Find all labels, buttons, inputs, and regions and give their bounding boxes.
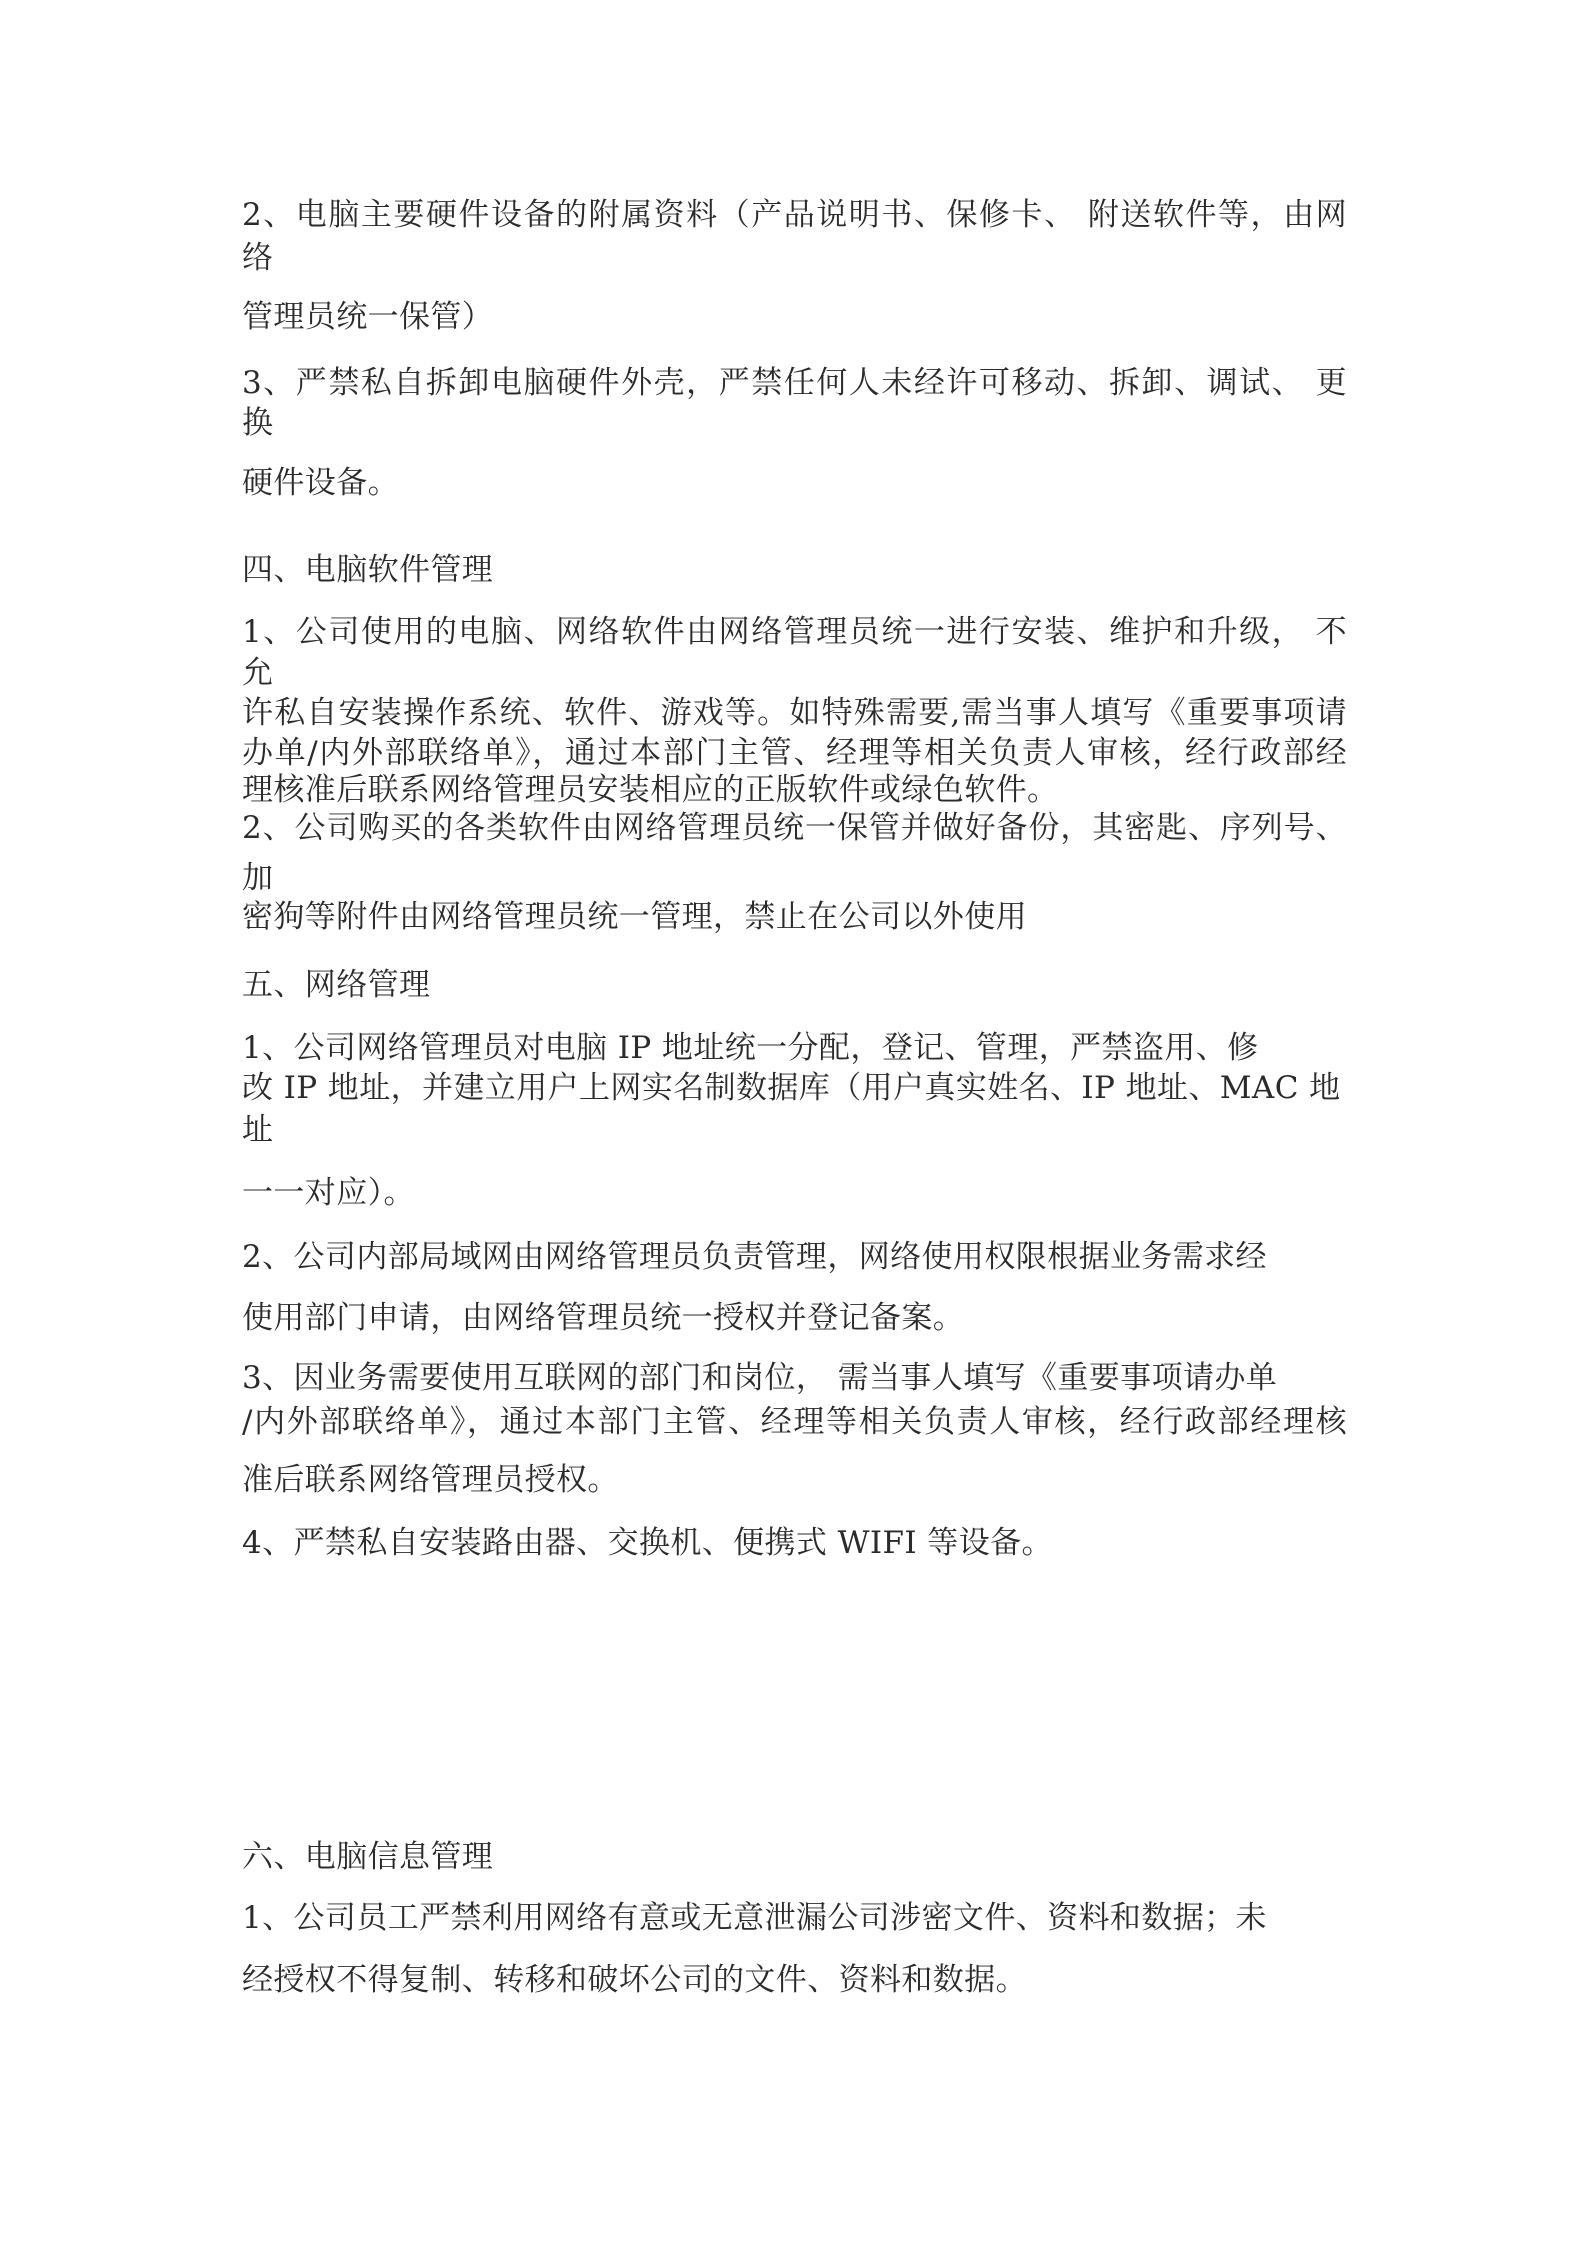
- section-heading-information: 六、电脑信息管理: [242, 1839, 494, 1875]
- hardware-item-3-line-3: 硬件设备。: [242, 465, 399, 501]
- network-item-4: 4、严禁私自安装路由器、交换机、便携式 WIFI 等设备。: [242, 1525, 1053, 1561]
- software-item-1-line-5: 理核准后联系网络管理员安装相应的正版软件或绿色软件。: [242, 772, 1059, 808]
- network-item-1-line-3: 址: [242, 1112, 274, 1148]
- software-item-2-line-2: 加: [242, 860, 274, 896]
- hardware-item-2-line-3: 管理员统一保管）: [242, 299, 494, 335]
- network-item-1-line-4: 一一对应）。: [242, 1175, 415, 1211]
- software-item-1-line-3: 许私自安装操作系统、软件、游戏等。如特殊需要,需当事人填写《重要事项请: [242, 695, 1347, 731]
- hardware-item-3-line-1: 3、严禁私自拆卸电脑硬件外壳，严禁任何人未经许可移动、拆卸、调试、 更: [242, 365, 1347, 401]
- hardware-item-2-line-2: 络: [242, 240, 274, 276]
- network-item-1-line-2: 改 IP 地址，并建立用户上网实名制数据库（用户真实姓名、IP 地址、MAC 地: [242, 1070, 1341, 1106]
- hardware-item-3-line-2: 换: [242, 405, 274, 441]
- network-item-3-line-1: 3、因业务需要使用互联网的部门和岗位， 需当事人填写《重要事项请办单: [242, 1360, 1278, 1396]
- network-item-3-line-3: 准后联系网络管理员授权。: [242, 1462, 619, 1498]
- hardware-item-2-line-1: 2、电脑主要硬件设备的附属资料（产品说明书、保修卡、 附送软件等，由网: [242, 197, 1347, 233]
- network-item-3-line-2: /内外部联络单》，通过本部门主管、经理等相关负责人审核，经行政部经理核: [242, 1404, 1347, 1440]
- software-item-1-line-2: 允: [242, 655, 274, 691]
- software-item-2-line-1: 2、公司购买的各类软件由网络管理员统一保管并做好备份，其密匙、序列号、: [242, 810, 1347, 846]
- network-item-2-line-1: 2、公司内部局域网由网络管理员负责管理，网络使用权限根据业务需求经: [242, 1239, 1267, 1275]
- network-item-2-line-2: 使用部门申请，由网络管理员统一授权并登记备案。: [242, 1300, 965, 1336]
- information-item-1-line-1: 1、公司员工严禁利用网络有意或无意泄漏公司涉密文件、资料和数据；未: [242, 1900, 1267, 1936]
- software-item-2-line-3: 密狗等附件由网络管理员统一管理，禁止在公司以外使用: [242, 899, 1027, 935]
- section-heading-software: 四、电脑软件管理: [242, 552, 494, 588]
- section-heading-network: 五、网络管理: [242, 967, 431, 1003]
- information-item-1-line-2: 经授权不得复制、转移和破坏公司的文件、资料和数据。: [242, 1962, 1027, 1998]
- network-item-1-line-1: 1、公司网络管理员对电脑 IP 地址统一分配，登记、管理，严禁盗用、修: [242, 1030, 1259, 1066]
- software-item-1-line-4: 办单/内外部联络单》，通过本部门主管、经理等相关负责人审核，经行政部经: [242, 735, 1347, 771]
- software-item-1-line-1: 1、公司使用的电脑、网络软件由网络管理员统一进行安装、维护和升级， 不: [242, 614, 1347, 650]
